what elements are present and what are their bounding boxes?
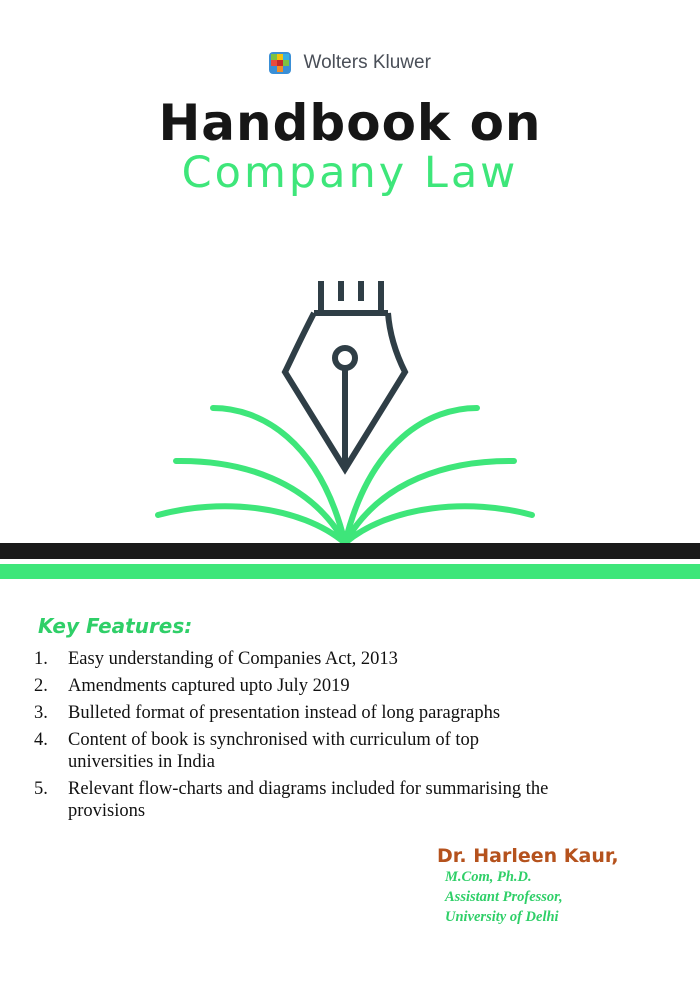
list-item: [34, 778, 628, 822]
author-name: Dr. Harleen Kaur,: [437, 845, 619, 867]
publisher: [0, 52, 700, 74]
key-features-list: [34, 648, 674, 827]
fountain-pen-nib-open-book-icon: [0, 270, 700, 545]
list-item-text: Easy understanding of Companies Act, 2013: [68, 649, 398, 669]
list-item: [34, 675, 674, 697]
list-item-number: 2.: [34, 676, 48, 696]
author-block: [437, 845, 619, 927]
list-item-text: Amendments captured upto July 2019: [68, 676, 350, 696]
book-title-line1: Handbook on: [158, 94, 542, 152]
divider-bar-green: [0, 564, 700, 579]
publisher-name: Wolters Kluwer: [303, 52, 431, 73]
list-item: [34, 729, 538, 773]
wolters-kluwer-logo-icon: [269, 52, 291, 74]
list-item-text: Content of book is synchronised with curriculum of top universities in India: [68, 730, 480, 772]
key-features-heading: Key Features:: [38, 614, 193, 638]
list-item-number: 3.: [34, 703, 48, 723]
divider-bar-dark: [0, 543, 700, 559]
list-item-number: 4.: [34, 730, 48, 750]
list-item-number: 5.: [34, 779, 48, 799]
author-affiliation: University of Delhi: [445, 909, 559, 925]
list-item-text: Bulleted format of presentation instead of long paragraphs: [68, 703, 501, 723]
list-item: [34, 702, 674, 724]
author-position: Assistant Professor,: [445, 889, 563, 905]
list-item-text: Relevant flow-charts and diagrams included for summarising the provisions: [68, 779, 549, 821]
author-degrees: M.Com, Ph.D.: [445, 869, 532, 885]
book-title-line2: Company Law: [181, 148, 519, 198]
list-item-number: 1.: [34, 649, 48, 669]
list-item: [34, 648, 674, 670]
